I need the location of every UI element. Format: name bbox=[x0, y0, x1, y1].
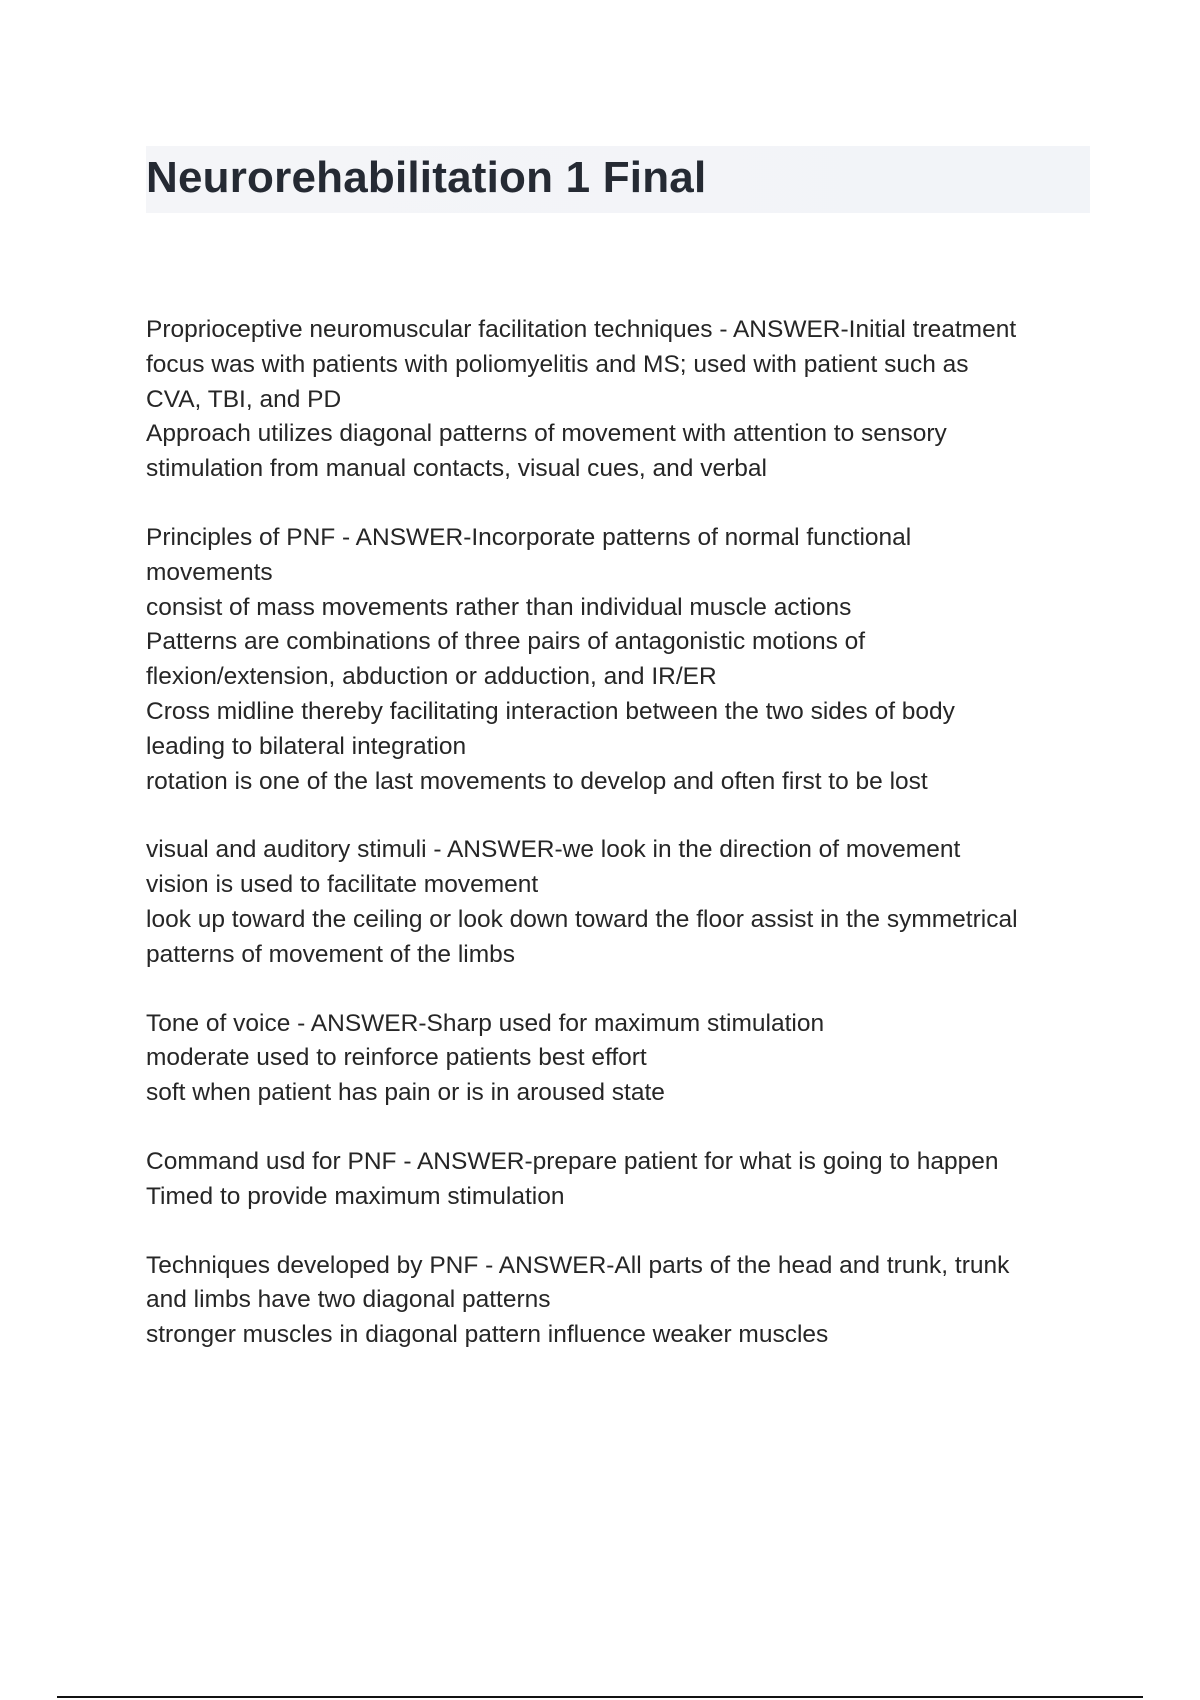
entry-line: Tone of voice - ANSWER-Sharp used for maximum stimulation bbox=[146, 1009, 825, 1037]
entry-line: rotation is one of the last movements to develop and often first to be lost bbox=[146, 767, 928, 795]
qa-entry-command-for-pnf bbox=[146, 1145, 1106, 1215]
entry-line: consist of mass movements rather than individual muscle actions bbox=[146, 593, 852, 621]
entry-line: patterns of movement of the limbs bbox=[146, 940, 516, 968]
qa-entry-visual-auditory-stimuli bbox=[146, 833, 1106, 972]
page-bottom-rule bbox=[57, 1696, 1143, 1698]
entry-line: Techniques developed by PNF - ANSWER-All parts of the head and trunk, trunk bbox=[146, 1251, 1010, 1279]
entry-line: CVA, TBI, and PD bbox=[146, 385, 342, 413]
qa-entry-pnf-techniques bbox=[146, 313, 1106, 487]
entry-line: and limbs have two diagonal patterns bbox=[146, 1286, 551, 1314]
entry-line: Command usd for PNF - ANSWER-prepare patient for what is going to happen bbox=[146, 1147, 999, 1175]
entry-line: visual and auditory stimuli - ANSWER-we look in the direction of movement bbox=[146, 836, 961, 864]
entry-line: Cross midline thereby facilitating interaction between the two sides of body bbox=[146, 697, 955, 725]
entry-line: flexion/extension, abduction or adduction, and IR/ER bbox=[146, 663, 717, 691]
page-title: Neurorehabilitation 1 Final bbox=[146, 153, 707, 202]
qa-entry-principles-of-pnf bbox=[146, 521, 1106, 799]
entry-line: movements bbox=[146, 558, 273, 586]
qa-entry-techniques-by-pnf bbox=[146, 1249, 1106, 1353]
entry-line: Principles of PNF - ANSWER-Incorporate patterns of normal functional bbox=[146, 523, 912, 551]
entry-line: stronger muscles in diagonal pattern influence weaker muscles bbox=[146, 1321, 829, 1349]
entry-line: Timed to provide maximum stimulation bbox=[146, 1182, 565, 1210]
entry-line: focus was with patients with poliomyelitis and MS; used with patient such as bbox=[146, 350, 969, 378]
entry-line: moderate used to reinforce patients best effort bbox=[146, 1044, 647, 1072]
entry-line: Approach utilizes diagonal patterns of movement with attention to sensory bbox=[146, 420, 947, 448]
entry-line: soft when patient has pain or is in aroused state bbox=[146, 1079, 665, 1107]
entry-line: leading to bilateral integration bbox=[146, 732, 467, 760]
entry-line: stimulation from manual contacts, visual cues, and verbal bbox=[146, 455, 767, 483]
entry-line: Proprioceptive neuromuscular facilitation techniques - ANSWER-Initial treatment bbox=[146, 316, 1017, 343]
entry-line: vision is used to facilitate movement bbox=[146, 871, 539, 899]
entry-line: look up toward the ceiling or look down toward the floor assist in the symmetrical bbox=[146, 905, 1018, 933]
qa-entry-tone-of-voice bbox=[146, 1007, 1106, 1111]
document-body bbox=[146, 313, 1106, 1387]
entry-line: Patterns are combinations of three pairs of antagonistic motions of bbox=[146, 628, 866, 656]
